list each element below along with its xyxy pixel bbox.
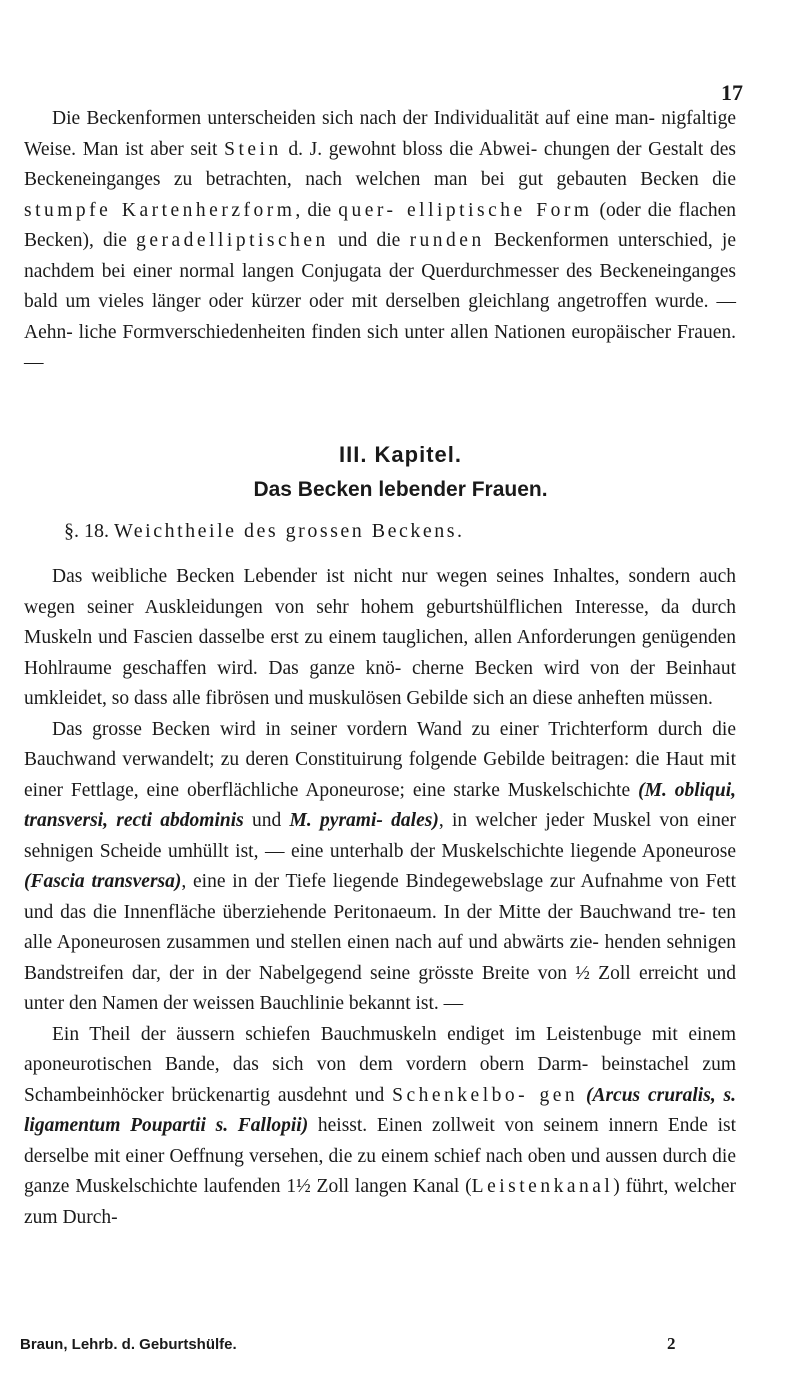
- paragraph-weibliche-becken: Das weibliche Becken Lebender ist nicht nur wegen seines Inhaltes, sondern auch wegen seiner Auskleidungen von sehr hohem geburtshülflichen Interesse, da durch Muskeln und Fascien dasselbe erst zu einem tauglichen, allen Anforderungen genügenden Hohlraume geschaffen wird. Das ganze knö- cherne Becken wird von der Beinhaut umkleidet, so dass alle fibrösen und muskulösen Gebilde sich an diese anheften müssen.: [24, 566, 736, 709]
- text-run: [578, 1085, 586, 1106]
- emphasis-leistenkanal: Leistenkanal: [471, 1176, 614, 1197]
- emphasis-runden: runden: [409, 230, 485, 251]
- text-run: , in welcher jeder Muskel von einer sehnigen Scheide umhüllt ist, — eine unterhalb der Muskelschichte liegende Aponeurose: [24, 810, 736, 862]
- latin-term: M. pyrami- dales): [289, 810, 439, 831]
- text-run: und: [243, 810, 290, 831]
- emphasis-querelliptisch: quer- elliptische Form: [338, 199, 593, 221]
- text-block-main: [24, 562, 736, 1233]
- paragraph-beckenformen: [24, 104, 736, 379]
- page-number: 17: [721, 80, 743, 105]
- paragraph-grosse-becken: [24, 715, 736, 1020]
- text-run: d. J. gewohnt bloss die Abwei- chungen der Gestalt des Beckeneinganges zu betrachten, nach welchen man bei gut gebauten Becken die: [24, 138, 736, 190]
- emphasis-geradelliptisch: geradelliptischen: [136, 230, 329, 251]
- text-block-intro: [24, 104, 736, 379]
- text-run: Ein Theil der äussern schiefen Bauchmuskeln endiget im Leistenbuge mit einem aponeurotischen Bande, das sich von dem vordern obern Darm- beinstachel zum Schambeinhöcker brückenartig ausdehnt und: [24, 1023, 736, 1106]
- text-run: Die Beckenformen unterscheiden sich nach der Individualität auf eine man- nigfaltige Weise. Man ist aber seit: [24, 108, 736, 160]
- paragraph-schenkelbogen: [24, 1020, 736, 1234]
- emphasis-schenkelbogen: Schenkelbo- gen: [392, 1084, 579, 1106]
- footer-source: Braun, Lehrb. d. Geburtshülfe.: [20, 1336, 237, 1353]
- text-run: heisst. Einen zollweit von seinem innern Ende ist derselbe mit einer Oeffnung versehen, die zu einem schief nach oben und aussen durch die ganze Muskelschichte laufenden 1½ Zoll langen Kanal (: [24, 1115, 736, 1197]
- section-heading: [64, 520, 465, 543]
- footer-signature: 2: [667, 1334, 676, 1353]
- chapter-title: Das Becken lebender Frauen.: [253, 478, 548, 501]
- text-run: und die: [328, 230, 410, 251]
- text-run: , die: [295, 199, 339, 221]
- emphasis-kartenherzform: stumpfe Kartenherzform: [24, 199, 296, 221]
- text-run: , eine in der Tiefe liegende Bindegewebslage zur Aufnahme von Fett und das die Innenfläche überziehende Peritonaeum. In der Mitte der Bauchwand tre- ten alle Aponeurosen zusammen und stellen einen nach auf und abwärts zie- henden sehnigen Bandstreifen dar, der in der Nabelgegend seine grösste Breite von ½ Zoll erreicht und unter den Namen der weissen Bauchlinie bekannt ist. —: [24, 871, 736, 1014]
- latin-term: (Arcus cruralis, s. ligamentum Poupartii s. Fallopii): [24, 1084, 736, 1136]
- emphasis-stein: Stein: [224, 138, 282, 160]
- text-run: Beckenformen unterschied, je nachdem bei einer normal langen Conjugata der Querdurchmesser des Beckeneinganges bald um vieles länger oder kürzer oder mit derselben gleichlang angetroffen wurde. — Aehn- liche Formverschiedenheiten finden sich unter allen Nationen europäischer Frauen. —: [24, 230, 736, 373]
- text-run: Das grosse Becken wird in seiner vordern Wand zu einer Trichterform durch die Bauchwand verwandelt; zu deren Constituirung folgende Gebilde beitragen: die Haut mit einer Fettlage, eine oberflächliche Aponeurose; eine starke Muskelschichte: [24, 718, 736, 801]
- section-number: §. 18.: [64, 520, 109, 542]
- text-run: ) führt, welcher zum Durch-: [24, 1176, 737, 1228]
- text-run: (oder die flachen Becken), die: [24, 199, 736, 251]
- chapter-heading: III. Kapitel.: [338, 442, 463, 467]
- latin-term: (Fascia transversa): [24, 871, 182, 892]
- latin-term: (M. obliqui, transversi, recti abdominis: [24, 779, 736, 831]
- section-title: Weichtheile des grossen Beckens.: [114, 520, 465, 542]
